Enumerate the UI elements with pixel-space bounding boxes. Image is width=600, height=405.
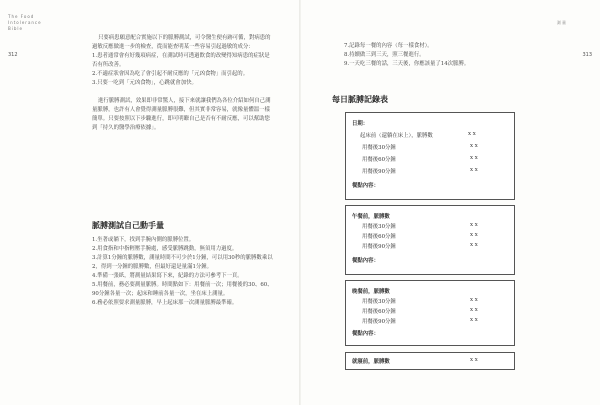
- row-label: 用餐後90分鐘: [362, 244, 396, 250]
- row-value: x x: [470, 167, 478, 173]
- intro-item: 1.患者通常會有好幾項病症，在測試時可透過飲食的改變得知病患的症狀是否有所改善。: [92, 53, 270, 68]
- step-item: 3.計算1分鐘的脈膊數，測量時間不可少於1分鐘，可以用30秒的脈膊數乘以2，得到一分鐘的脈膊數，但最好還是量滿1分鐘。: [92, 255, 273, 270]
- step-item: 9.一天吃三餐的話，三天後，你應該量了14次脈膊。: [344, 61, 470, 67]
- row-value: x x: [470, 297, 478, 303]
- running-header: The Food Intolerance Bible: [8, 14, 42, 31]
- right-page-number: 313: [582, 52, 592, 58]
- left-body-text: [92, 34, 274, 133]
- step-item: 2.用食指和中指輕壓手腕處，感受脈膊跳動，無須用力過度。: [92, 246, 238, 252]
- intro-item: 3.只要一吃到「元凶食物」，心跳就會加快。: [92, 80, 197, 86]
- row-value: x x: [470, 222, 478, 228]
- row-value: x x: [470, 357, 478, 363]
- middle-paragraph: 進行脈膊測試，效果即非常驚人，接下來就讓我們為各位介紹如何自己測量脈膊，也許有人會覺得測量脈膊很難，但其實非常容易，就像量體溫一樣簡單。只要按照以下步驟進行，即可明瞭自己是否有不耐反應，可以幫助您到「持久的醫學治療依據」。: [92, 98, 271, 131]
- intro-paragraph: 只要病患願意配合實施以下的脈膊測試，可令醫生便有跡可循，對病患的過敏反應做進一步的檢查，從而能查明某一些容易引起過敏的成分：: [92, 35, 271, 50]
- after-meal-row: [362, 232, 502, 240]
- wake-row: [360, 131, 500, 139]
- row-label: 用餐後90分鐘: [362, 319, 396, 325]
- row-label: 用餐後90分鐘: [362, 169, 396, 175]
- row-value: x x: [470, 317, 478, 323]
- meal-content-label: 餐點內容：: [352, 331, 379, 337]
- date-label: 日期：: [352, 121, 369, 127]
- row-label: 用餐後60分鐘: [362, 309, 396, 315]
- after-meal-row: [362, 242, 502, 250]
- row-value: x x: [470, 307, 478, 313]
- after-meal-row: [362, 317, 502, 325]
- running-header-right: 測 量: [556, 20, 566, 25]
- record-heading: 每日脈膊記錄表: [332, 95, 388, 104]
- record-box-bedtime: [345, 352, 515, 370]
- step-item: 8.持續做三到三天，照三餐進行。: [344, 52, 425, 58]
- row-label: 用餐後30分鐘: [362, 145, 396, 151]
- section-heading: 脈膊測試自己動手量: [92, 221, 164, 230]
- after-meal-row: [362, 297, 502, 305]
- meal-content-label: 餐點內容：: [352, 258, 379, 264]
- after-meal-row: [362, 307, 502, 315]
- record-box-lunch: [345, 205, 515, 275]
- row-value: x x: [468, 131, 476, 137]
- row-value: x x: [470, 155, 478, 161]
- right-page: [300, 0, 600, 405]
- step-item: 6.務必依照要求測量脈膊，早上起床那一次測量脈膊最準確。: [92, 300, 238, 306]
- steps-list: [92, 236, 274, 308]
- record-box-dinner: [345, 280, 515, 346]
- meal-content-label: 餐點內容：: [352, 183, 379, 189]
- row-label: 用餐後30分鐘: [362, 299, 396, 305]
- step-item: 7.記錄每一餐的內容（每一樣食材）。: [344, 43, 433, 49]
- bed-label: 就寢前，脈膊數: [352, 359, 390, 365]
- row-label: 用餐後30分鐘: [362, 224, 396, 230]
- step-item: 4.準備一張紙，將測量結果寫下來，紀錄的方法可參考下一頁。: [92, 273, 243, 279]
- after-meal-row: [362, 155, 502, 163]
- row-value: x x: [470, 242, 478, 248]
- left-page-number: 312: [8, 52, 18, 58]
- row-value: x x: [470, 232, 478, 238]
- dinner-label: 晚餐前，脈膊數: [352, 289, 390, 295]
- intro-item: 2.不適症狀會因為吃了會引起不耐反應的「元凶食物」而引起的。: [92, 71, 249, 77]
- record-box-morning: [345, 112, 515, 200]
- after-meal-row: [362, 167, 502, 175]
- step-item: 1.坐著或躺下，找到手腕內側的脈膊位置。: [92, 237, 195, 243]
- row-label: 用餐後60分鐘: [362, 157, 396, 163]
- step-item: 5.用餐前，務必要測量脈膊。時間點如下：用餐前一次；用餐後的30、60、90分鐘各量一次；起床和睡前各量一次，坐在床上測量。: [92, 282, 273, 297]
- row-value: x x: [470, 143, 478, 149]
- after-meal-row: [362, 143, 502, 151]
- row-label: 用餐後60分鐘: [362, 234, 396, 240]
- row-label: 起床前（還躺在床上），脈膊數: [360, 133, 433, 139]
- right-steps-list: [344, 42, 554, 69]
- after-meal-row: [362, 222, 502, 230]
- lunch-label: 午餐前，脈膊數: [352, 214, 390, 220]
